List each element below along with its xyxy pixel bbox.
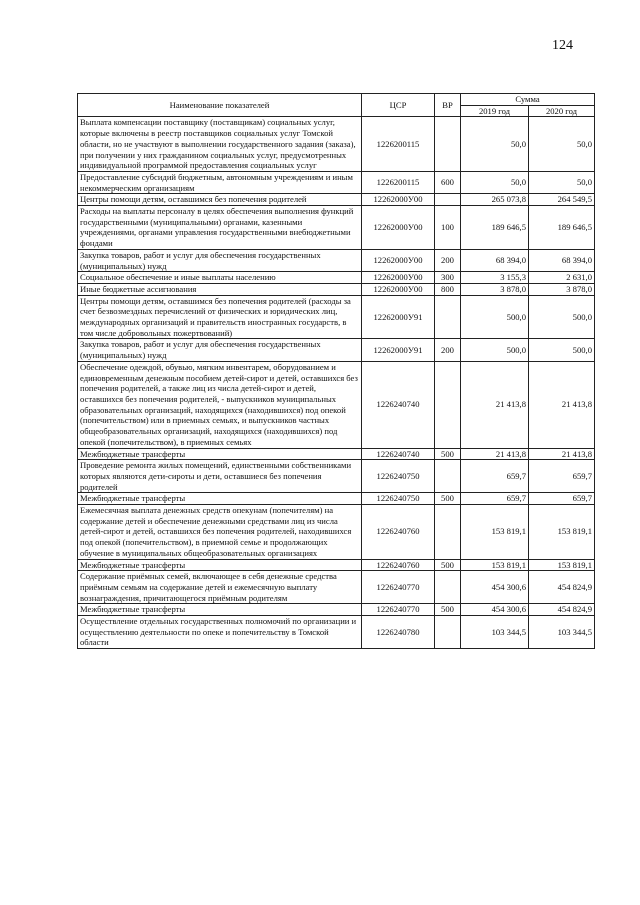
table-row	[78, 493, 595, 505]
row-name: Межбюджетные трансферты	[78, 493, 362, 505]
table-row	[78, 295, 595, 339]
row-amount-2019: 659,7	[461, 460, 529, 493]
table-row	[78, 117, 595, 172]
row-vr: 200	[435, 249, 461, 271]
header-sum: Сумма	[461, 94, 595, 106]
row-csr: 1226240770	[362, 604, 435, 616]
row-amount-2020: 153 819,1	[529, 559, 595, 571]
page-number: 124	[552, 38, 573, 53]
table-row	[78, 571, 595, 604]
row-amount-2019: 153 819,1	[461, 559, 529, 571]
row-amount-2019: 3 878,0	[461, 283, 529, 295]
row-csr: 12262000У00	[362, 272, 435, 284]
row-csr: 12262000У00	[362, 249, 435, 271]
row-name: Межбюджетные трансферты	[78, 559, 362, 571]
row-amount-2019: 500,0	[461, 339, 529, 361]
row-csr: 1226240760	[362, 505, 435, 560]
row-amount-2020: 68 394,0	[529, 249, 595, 271]
row-amount-2020: 500,0	[529, 339, 595, 361]
table-body	[78, 117, 595, 649]
header-csr: ЦСР	[362, 94, 435, 117]
row-amount-2020: 659,7	[529, 493, 595, 505]
row-amount-2020: 3 878,0	[529, 283, 595, 295]
row-amount-2019: 265 073,8	[461, 194, 529, 206]
row-amount-2020: 103 344,5	[529, 616, 595, 649]
row-name: Обеспечение одеждой, обувью, мягким инвентарем, оборудованием и единовременным денежным пособием детей-сирот и детей, оставшихся без попечения родителей, а также лиц из числа детей-сирот и детей, оставшихся без попечения родителей, - выпускников муниципальных образовательных организаций, находящихся (находившихся) под опекой (попечительством) или в приемных семьях, и выпускников частных общеобразовательных организаций, находящихся (находившихся) под опекой (попечительством), в приемных семьях	[78, 361, 362, 448]
row-amount-2020: 2 631,0	[529, 272, 595, 284]
row-csr: 1226240780	[362, 616, 435, 649]
table-row	[78, 339, 595, 361]
row-csr: 12262000У91	[362, 339, 435, 361]
table-row	[78, 283, 595, 295]
table-row	[78, 448, 595, 460]
row-vr	[435, 361, 461, 448]
row-amount-2020: 21 413,8	[529, 361, 595, 448]
row-amount-2019: 3 155,3	[461, 272, 529, 284]
row-vr	[435, 571, 461, 604]
header-year-2019: 2019 год	[461, 105, 529, 117]
row-vr: 600	[435, 171, 461, 193]
row-name: Содержание приёмных семей, включающее в себя денежные средства приёмным семьям на содержание детей и ежемесячную выплату вознаграждения, причитающегося приёмным родителям	[78, 571, 362, 604]
row-amount-2019: 454 300,6	[461, 571, 529, 604]
table-row	[78, 505, 595, 560]
row-csr: 12262000У00	[362, 194, 435, 206]
row-amount-2019: 21 413,8	[461, 361, 529, 448]
row-amount-2020: 189 646,5	[529, 206, 595, 250]
row-amount-2019: 50,0	[461, 117, 529, 172]
row-csr: 12262000У00	[362, 283, 435, 295]
row-vr	[435, 295, 461, 339]
table-row	[78, 361, 595, 448]
row-amount-2020: 264 549,5	[529, 194, 595, 206]
row-csr: 12262000У00	[362, 206, 435, 250]
row-amount-2020: 454 824,9	[529, 604, 595, 616]
row-name: Межбюджетные трансферты	[78, 604, 362, 616]
row-amount-2019: 153 819,1	[461, 505, 529, 560]
row-vr: 500	[435, 604, 461, 616]
row-vr: 200	[435, 339, 461, 361]
row-amount-2019: 50,0	[461, 171, 529, 193]
row-csr: 1226200115	[362, 171, 435, 193]
row-vr: 100	[435, 206, 461, 250]
row-name: Выплата компенсации поставщику (поставщикам) социальных услуг, которые включены в реестр поставщиков социальных услуг Томской области, но не участвуют в выполнении государственного задания (заказа), при получении у них гражданином социальных услуг, предусмотренных индивидуальной программой предоставления социальных услуг	[78, 117, 362, 172]
row-csr: 1226240750	[362, 493, 435, 505]
row-csr: 1226240740	[362, 361, 435, 448]
row-csr: 1226200115	[362, 117, 435, 172]
table-row	[78, 272, 595, 284]
row-name: Центры помощи детям, оставшимся без попечения родителей	[78, 194, 362, 206]
row-name: Предоставление субсидий бюджетным, автономным учреждениям и иным некоммерческим организациям	[78, 171, 362, 193]
row-amount-2019: 659,7	[461, 493, 529, 505]
table-row	[78, 249, 595, 271]
row-csr: 1226240750	[362, 460, 435, 493]
table-row	[78, 616, 595, 649]
row-amount-2020: 153 819,1	[529, 505, 595, 560]
table-row	[78, 559, 595, 571]
row-vr	[435, 117, 461, 172]
table-row	[78, 460, 595, 493]
row-name: Межбюджетные трансферты	[78, 448, 362, 460]
header-vr: ВР	[435, 94, 461, 117]
row-vr	[435, 194, 461, 206]
row-amount-2019: 454 300,6	[461, 604, 529, 616]
row-amount-2020: 21 413,8	[529, 448, 595, 460]
row-name: Закупка товаров, работ и услуг для обеспечения государственных (муниципальных) нужд	[78, 339, 362, 361]
row-name: Расходы на выплаты персоналу в целях обеспечения выполнения функций государственными (муниципальными) органами, казенными учреждениями, органами управления государственными внебюджетными фондами	[78, 206, 362, 250]
row-csr: 1226240770	[362, 571, 435, 604]
row-vr	[435, 505, 461, 560]
budget-table	[77, 93, 595, 649]
row-amount-2020: 659,7	[529, 460, 595, 493]
row-vr	[435, 616, 461, 649]
header-name: Наименование показателей	[78, 94, 362, 117]
row-vr	[435, 460, 461, 493]
header-year-2020: 2020 год	[529, 105, 595, 117]
row-amount-2020: 50,0	[529, 171, 595, 193]
row-vr: 500	[435, 559, 461, 571]
row-vr: 500	[435, 493, 461, 505]
row-csr: 1226240760	[362, 559, 435, 571]
row-name: Центры помощи детям, оставшимся без попечения родителей (расходы за счет безвозмездных перечислений от физических и юридических лиц, международных организаций и правительств иностранных государств, в том числе добровольных пожертвований)	[78, 295, 362, 339]
row-amount-2020: 50,0	[529, 117, 595, 172]
row-name: Иные бюджетные ассигнования	[78, 283, 362, 295]
row-amount-2019: 68 394,0	[461, 249, 529, 271]
row-amount-2020: 454 824,9	[529, 571, 595, 604]
row-csr: 1226240740	[362, 448, 435, 460]
table-row	[78, 604, 595, 616]
row-name: Закупка товаров, работ и услуг для обеспечения государственных (муниципальных) нужд	[78, 249, 362, 271]
row-name: Проведение ремонта жилых помещений, единственными собственниками которых являются дети-сироты и дети, оставшиеся без попечения родителей	[78, 460, 362, 493]
row-name: Ежемесячная выплата денежных средств опекунам (попечителям) на содержание детей и обеспечение денежными средствами лиц из числа детей-сирот и детей, оставшихся без попечения родителей, находившихся под опекой (попечительством), в приемной семье и продолжающих обучение в муниципальных общеобразовательных организациях	[78, 505, 362, 560]
table-row	[78, 171, 595, 193]
row-vr: 300	[435, 272, 461, 284]
row-vr: 500	[435, 448, 461, 460]
row-amount-2020: 500,0	[529, 295, 595, 339]
row-name: Социальное обеспечение и иные выплаты населению	[78, 272, 362, 284]
row-amount-2019: 500,0	[461, 295, 529, 339]
table-row	[78, 194, 595, 206]
row-amount-2019: 21 413,8	[461, 448, 529, 460]
row-amount-2019: 103 344,5	[461, 616, 529, 649]
row-csr: 12262000У91	[362, 295, 435, 339]
table-row	[78, 206, 595, 250]
row-vr: 800	[435, 283, 461, 295]
row-name: Осуществление отдельных государственных полномочий по организации и осуществлению деятельности по опеке и попечительству в Томской области	[78, 616, 362, 649]
row-amount-2019: 189 646,5	[461, 206, 529, 250]
